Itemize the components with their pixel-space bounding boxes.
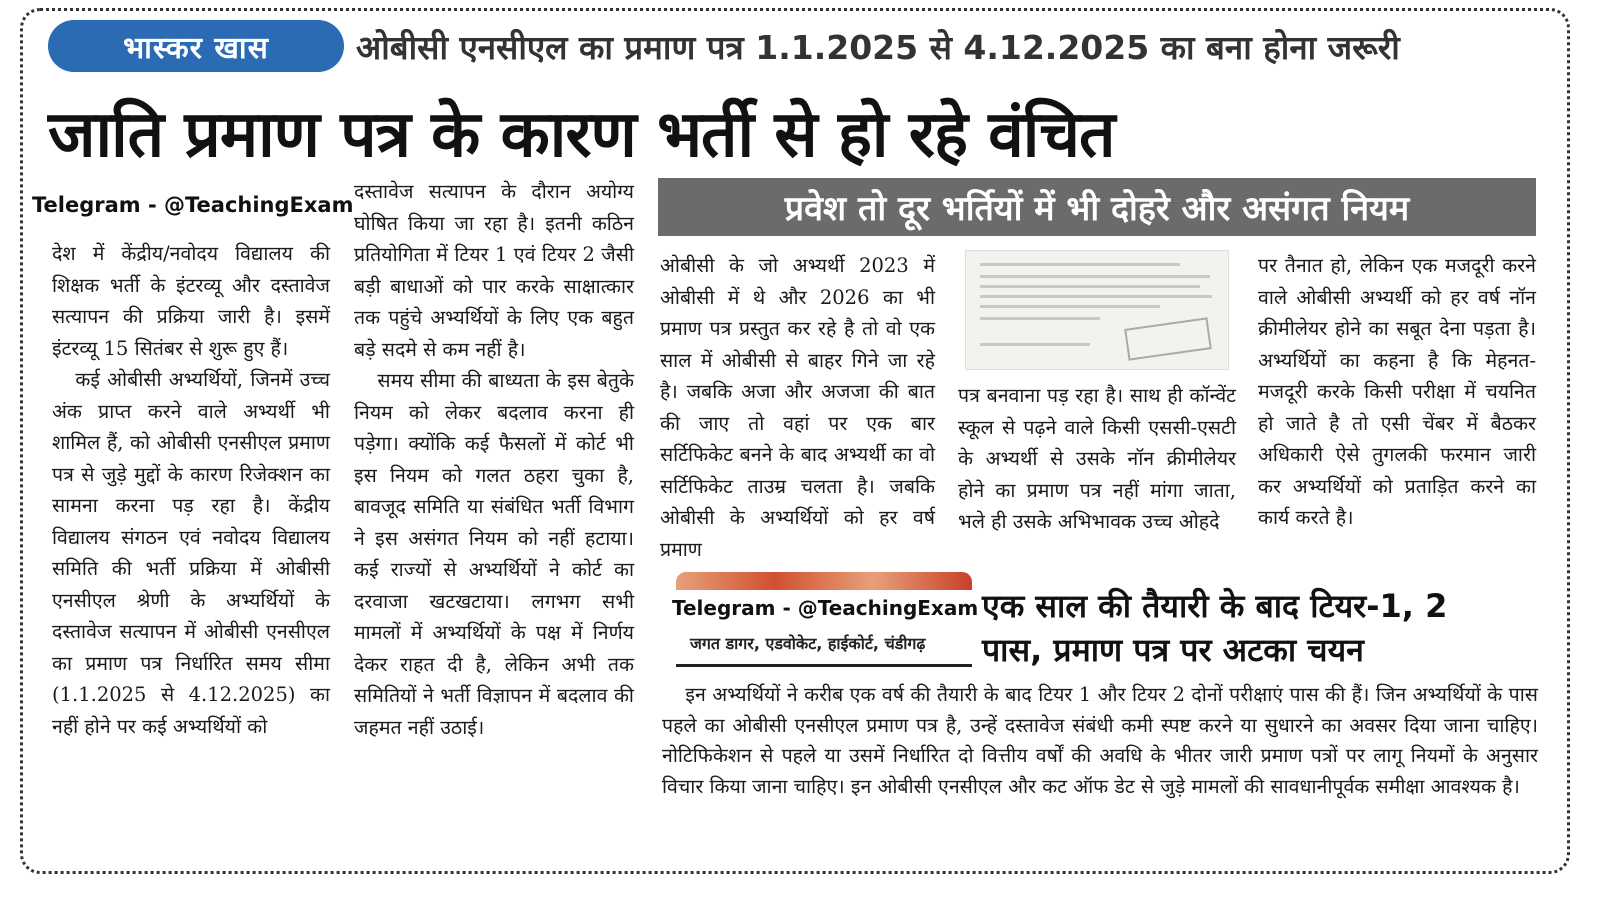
paragraph: पत्र बनवाना पड़ रहा है। साथ ही कॉन्वेंट स्कूल से पढ़ने वाले किसी एससी-एसटी के अभ्यर्थी से उसके नॉन क्रीमीलेयर होने का प्रमाण पत्र नहीं मांगा जाता, भले ही उसके अभिभावक उच्च ओहदे bbox=[958, 384, 1236, 533]
stamp-mark bbox=[1124, 317, 1212, 360]
subheading bbox=[982, 584, 1447, 672]
article-column-2 bbox=[354, 176, 634, 743]
doc-line bbox=[980, 305, 1160, 308]
section-badge: भास्कर खास bbox=[48, 20, 344, 72]
doc-line bbox=[980, 285, 1200, 288]
doc-line bbox=[980, 295, 1212, 298]
doc-line bbox=[980, 343, 1090, 346]
byline: जगत डागर, एडवोकेट, हाईकोर्ट, चंडीगढ़ bbox=[690, 634, 926, 653]
article-column-1 bbox=[52, 238, 330, 742]
photo-strip bbox=[676, 572, 972, 590]
doc-line bbox=[980, 317, 1100, 320]
headline: जाति प्रमाण पत्र के कारण भर्ती से हो रहे वंचित bbox=[48, 98, 1115, 172]
subheading-line-2: पास, प्रमाण पत्र पर अटका चयन bbox=[982, 631, 1364, 669]
paragraph: कई ओबीसी अभ्यर्थियों, जिनमें उच्च अंक प्राप्त करने वाले अभ्यर्थी भी शामिल हैं, को ओबीसी एनसीएल प्रमाण पत्र से जुड़े मुद्दों के कारण रिजेक्शन का सामना करना पड़ रहा है। केंद्रीय विद्यालय संगठन एवं नवोदय विद्यालय समिति की भर्ती प्रक्रिया में ओबीसी एनसीएल श्रेणी के अभ्यर्थियों के दस्तावेज सत्यापन में ओबीसी एनसीएल का प्रमाण पत्र निर्धारित समय सीमा (1.1.2025 से 4.12.2025) का नहीं होने पर कई अभ्यर्थियों को bbox=[52, 368, 330, 738]
paragraph: दस्तावेज सत्यापन के दौरान अयोग्य घोषित किया जा रहा है। इतनी कठिन प्रतियोगिता में टियर 1 एवं टियर 2 जैसी बड़ी बाधाओं को पार करके साक्षात्कार तक पहुंचे अभ्यर्थियों के लिए एक बहुत बड़े सदमे से कम नहीं है। bbox=[354, 180, 634, 361]
article-column-5 bbox=[1258, 250, 1536, 534]
article-column-4 bbox=[958, 380, 1236, 538]
subtitle: ओबीसी एनसीएल का प्रमाण पत्र 1.1.2025 से 4.12.2025 का बना होना जरूरी bbox=[356, 28, 1400, 67]
telegram-watermark: Telegram - @TeachingExam bbox=[32, 193, 354, 217]
divider bbox=[676, 664, 972, 667]
paragraph: ओबीसी के जो अभ्यर्थी 2023 में ओबीसी में थे और 2026 का भी प्रमाण पत्र प्रस्तुत कर रहे है तो वो एक साल में ओबीसी से बाहर गिने जा रहे है। जबकि अजा और अजजा की बात की जाए तो वहां पर एक बार सर्टिफिकेट बनने के बाद अभ्यर्थी का वो सर्टिफिकेट ताउम्र चलता है। जबकि ओबीसी के अभ्यर्थियों को हर वर्ष प्रमाण bbox=[660, 254, 935, 561]
subheading-line-1: एक साल की तैयारी के बाद टियर-1, 2 bbox=[982, 587, 1448, 625]
certificate-image bbox=[965, 250, 1229, 370]
doc-line bbox=[980, 275, 1210, 278]
paragraph: पर तैनात हो, लेकिन एक मजदूरी करने वाले ओबीसी अभ्यर्थी को हर वर्ष नॉन क्रीमीलेयर होने का सबूत देना पड़ता है। अभ्यर्थियों का कहना है कि मेहनत-मजदूरी करके किसी परीक्षा में चयनित हो जाते है तो एसी चेंबर में बैठकर अधिकारी ऐसे तुगलकी फरमान जारी कर अभ्यर्थियों को प्रताड़ित करने का कार्य करते है। bbox=[1258, 254, 1536, 529]
telegram-watermark: Telegram - @TeachingExam bbox=[672, 596, 979, 620]
paragraph: देश में केंद्रीय/नवोदय विद्यालय की शिक्षक भर्ती के इंटरव्यू और दस्तावेज सत्यापन की प्रक्रिया जारी है। इसमें इंटरव्यू 15 सितंबर से शुरू हुए हैं। bbox=[52, 242, 330, 360]
doc-line bbox=[980, 263, 1180, 266]
article-column-3 bbox=[660, 250, 935, 565]
bottom-paragraph: इन अभ्यर्थियों ने करीब एक वर्ष की तैयारी के बाद टियर 1 और टियर 2 दोनों परीक्षाएं पास की हैं। जिन अभ्यर्थियों के पास पहले का ओबीसी एनसीएल प्रमाण पत्र है, उन्हें दस्तावेज संबंधी कमी स्पष्ट करने या सुधारने का अवसर दिया जाना चाहिए। नोटिफिकेशन से पहले या उसमें निर्धारित दो वित्तीय वर्षों की अवधि के भीतर जारी प्रमाण पत्रों पर लागू नियमों के अनुसार विचार किया जाना चाहिए। इन ओबीसी एनसीएल और कट ऑफ डेट से जुड़े मामलों की सावधानीपूर्वक समीक्षा आवश्यक है। bbox=[662, 683, 1538, 798]
paragraph: समय सीमा की बाध्यता के इस बेतुके नियम को लेकर बदलाव करना ही पड़ेगा। क्योंकि कई फैसलों में कोर्ट भी इस नियम को गलत ठहरा चुका है, बावजूद समिति या संबंधित भर्ती विभाग ने इस असंगत नियम को नहीं हटाया। कई राज्यों से अभ्यर्थियों ने कोर्ट का दरवाजा खटखटाया। लगभग सभी मामलों में अभ्यर्थियों के पक्ष में निर्णय देकर राहत दी है, लेकिन अभी तक समितियों ने भर्ती विज्ञापन में बदलाव की जहमत नहीं उठाई। bbox=[354, 369, 634, 739]
section-heading: प्रवेश तो दूर भर्तियों में भी दोहरे और असंगत नियम bbox=[658, 178, 1536, 236]
